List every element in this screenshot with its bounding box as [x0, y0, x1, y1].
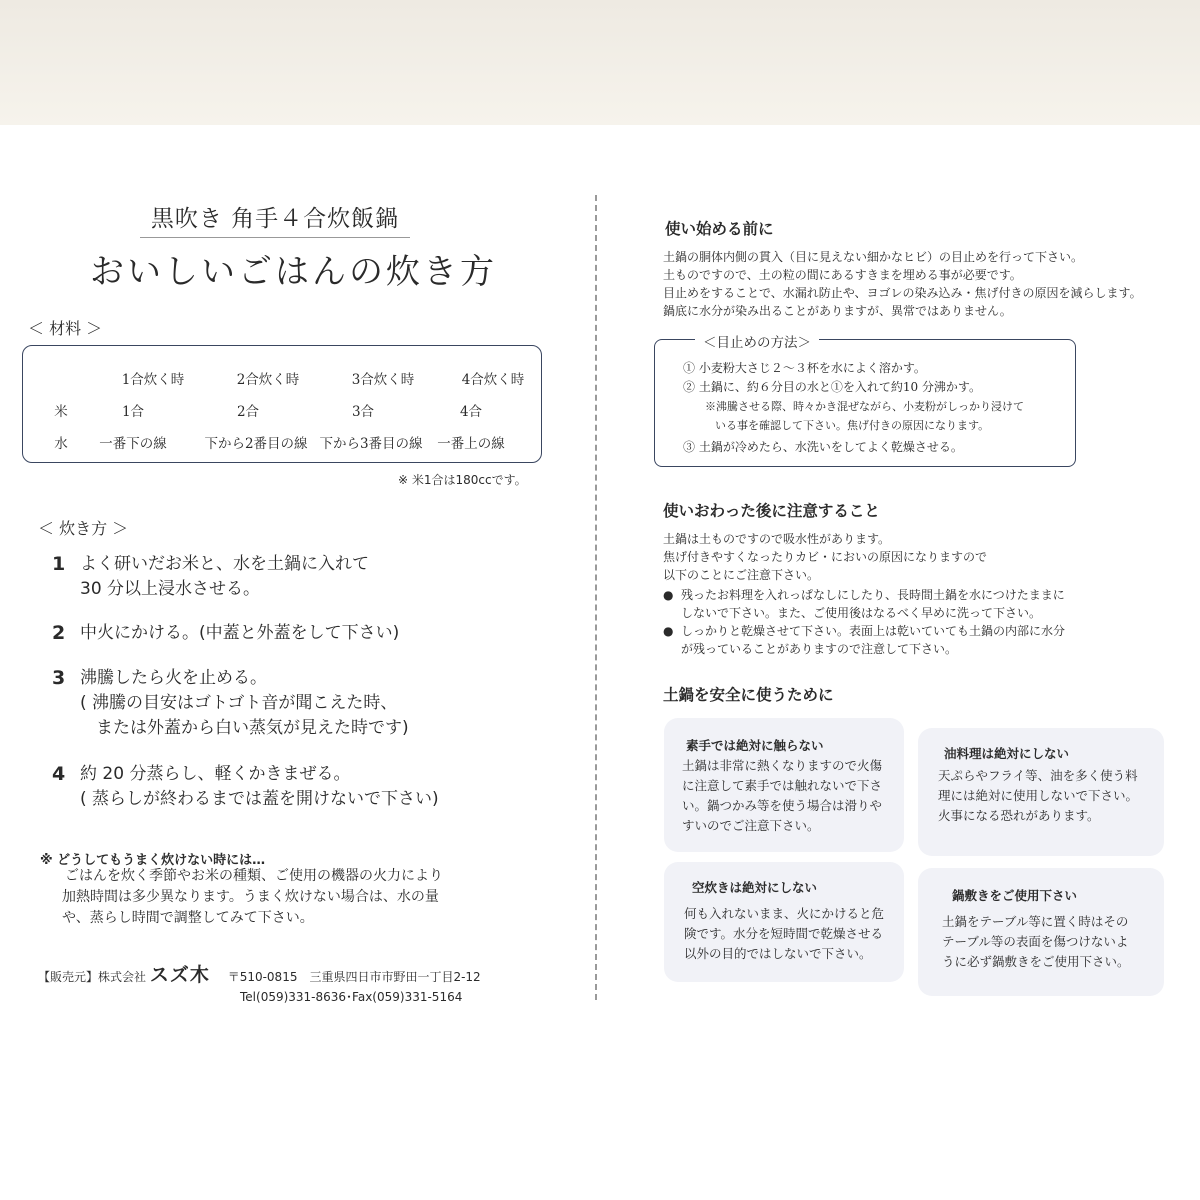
safety-heading: 土鍋を安全に使うために — [663, 686, 834, 704]
table-cell: 2合 — [236, 404, 260, 420]
card-text — [942, 912, 1130, 972]
text-line: 天ぷらやフライ等、油を多く使う料 — [938, 768, 1138, 783]
before-use-text — [663, 248, 1142, 320]
page-title: おいしいごはんの炊き方 — [90, 252, 497, 292]
text-line: 土鍋は土ものですので吸水性があります。 — [663, 532, 891, 546]
card-title: 素手では絶対に触らない — [686, 738, 824, 753]
fold-line — [595, 195, 597, 1000]
list-item: ※沸騰させる際、時々かき混ぜながら、小麦粉がしっかり浸けて — [705, 400, 1024, 413]
card-text — [682, 756, 882, 836]
step-text: よく研いだお米と、水を土鍋に入れて — [80, 554, 369, 574]
table-cell: 下から3番目の線 — [319, 436, 423, 452]
table-cell: 一番上の線 — [437, 436, 505, 452]
step-text: 沸騰したら火を止める。 — [80, 668, 267, 688]
list-item: ① 小麦粉大さじ２～３杯を水によく溶かす。 — [683, 361, 926, 375]
text-line: うに必ず鍋敷きをご使用下さい。 — [942, 954, 1130, 969]
text-line: 鍋底に水分が染み出ることがありますが、異常ではありません。 — [663, 304, 1012, 318]
brand-logo: スズ木 — [149, 964, 210, 986]
text-line: すいのでご注意下さい。 — [682, 818, 820, 833]
ingredients-note: ※ 米1合は180ccです。 — [398, 473, 527, 487]
table-cell: 4合 — [459, 404, 483, 420]
method-label: ＜ 炊き方 ＞ — [38, 519, 129, 538]
seller-footer — [38, 960, 481, 1005]
ingredients-table — [22, 345, 542, 463]
table-header: 2合炊く時 — [236, 372, 300, 388]
safety-card — [664, 862, 904, 982]
table-cell: 1合 — [121, 404, 145, 420]
ingredients-label: ＜ 材料 ＞ — [28, 319, 103, 338]
product-name: 黒吹き 角手４合炊飯鍋 — [140, 200, 410, 238]
before-use-heading: 使い始める前に — [665, 220, 774, 238]
card-title: 鍋敷きをご使用下さい — [952, 888, 1078, 903]
text-line: しないで下さい。また、ご使用後はなるべく早めに洗って下さい。 — [681, 606, 1042, 620]
after-use-heading: 使いおわった後に注意すること — [663, 502, 880, 520]
card-title: 空炊きは絶対にしない — [692, 880, 818, 895]
tips-text — [62, 866, 443, 929]
text-line: い。鍋つかみ等を使う場合は滑りや — [682, 798, 883, 813]
seller-address: 〒510-0815 三重県四日市市野田一丁目2-12 — [227, 970, 481, 984]
table-header-row — [23, 368, 543, 398]
text-line: 理には絶対に使用しないで下さい。 — [938, 788, 1139, 803]
text-line: 土鍋は非常に熱くなりますので火傷 — [682, 758, 883, 773]
text-line: しっかりと乾燥させて下さい。表面上は乾いていても土鍋の内部に水分 — [681, 624, 1066, 638]
step-text: または外蓋から白い蒸気が見えた時です) — [96, 718, 409, 738]
text-line: 土ものですので、土の粒の間にあるすきまを埋める事が必要です。 — [663, 268, 1022, 282]
sealing-method-steps — [683, 359, 1024, 457]
tips-line: ごはんを炊く季節やお米の種類、ご使用の機器の火力により — [65, 868, 443, 884]
tips-title: ※ どうしてもうまく炊けない時には… — [40, 853, 266, 868]
step-text: 中火にかける。(中蓋と外蓋をして下さい) — [80, 623, 400, 643]
seller-label: 【販売元】株式会社 — [38, 970, 147, 984]
text-line: に注意して素手では触れないで下さ — [682, 778, 883, 793]
table-row — [23, 400, 543, 430]
text-line: 以下のことにご注意下さい。 — [663, 568, 820, 582]
step-text: 約 20 分蒸らし、軽くかきまぜる。 — [80, 764, 351, 784]
text-line: テーブル等の表面を傷つけないよ — [942, 934, 1129, 949]
bullet-icon: ● — [663, 588, 674, 602]
step-number: 1 — [52, 553, 66, 575]
row-label: 水 — [54, 436, 68, 452]
card-text — [684, 904, 884, 964]
table-header: 3合炊く時 — [351, 372, 415, 388]
table-cell: 下から2番目の線 — [204, 436, 308, 452]
after-use-text — [663, 530, 1065, 658]
table-header: 4合炊く時 — [461, 372, 525, 388]
table-cell: 3合 — [351, 404, 375, 420]
bullet-icon: ● — [663, 624, 674, 638]
card-title: 油料理は絶対にしない — [944, 746, 1070, 761]
text-line: 土鍋をテーブル等に置く時はその — [942, 914, 1129, 929]
step-number: 4 — [52, 763, 66, 785]
step-number: 3 — [52, 667, 66, 689]
seller-phone: Tel(059)331-8636･Fax(059)331-5164 — [240, 990, 463, 1004]
list-item — [663, 586, 1065, 622]
text-line: 以外の目的ではしないで下さい。 — [684, 946, 872, 961]
table-header: 1合炊く時 — [121, 372, 185, 388]
text-line: 焦げ付きやすくなったりカビ・においの原因になりますので — [663, 550, 988, 564]
list-item: ② 土鍋に、約６分目の水と①を入れて約10 分沸かす。 — [683, 380, 981, 394]
text-line: 険です。水分を短時間で乾燥させる — [684, 926, 884, 941]
text-line: 火事になる恐れがあります。 — [938, 808, 1100, 823]
row-label: 米 — [54, 404, 68, 420]
step-text: 30 分以上浸水させる。 — [80, 579, 261, 599]
text-line: 残ったお料理を入れっぱなしにしたり、長時間土鍋を水につけたままに — [681, 588, 1065, 602]
step-text: ( 沸騰の目安はゴトゴト音が聞こえた時、 — [80, 693, 398, 713]
text-line: 目止めをすることで、水漏れ防止や、ヨゴレの染み込み・焦げ付きの原因を減らします。 — [663, 286, 1142, 300]
text-line: 土鍋の胴体内側の貫入（目に見えない細かなヒビ）の目止めを行って下さい。 — [663, 250, 1084, 264]
safety-card — [918, 868, 1164, 996]
background-surface — [0, 0, 1200, 125]
step-text: ( 蒸らしが終わるまでは蓋を開けないで下さい) — [80, 789, 439, 809]
list-item — [663, 622, 1065, 658]
step-number: 2 — [52, 622, 66, 644]
table-cell: 一番下の線 — [99, 436, 167, 452]
list-item: いる事を確認して下さい。焦げ付きの原因になります。 — [715, 419, 990, 432]
tips-line: 加熱時間は多少異なります。うまく炊けない場合は、水の量 — [62, 889, 439, 905]
text-line: が残っていることがありますので注意して下さい。 — [681, 642, 958, 656]
text-line: 何も入れないまま、火にかけると危 — [684, 906, 885, 921]
safety-card — [664, 718, 904, 852]
safety-card — [918, 728, 1164, 856]
card-text — [938, 766, 1138, 826]
sealing-method-title: ＜目止めの方法＞ — [695, 331, 819, 351]
table-row — [23, 432, 543, 462]
list-item: ③ 土鍋が冷めたら、水洗いをしてよく乾燥させる。 — [683, 440, 963, 454]
tips-line: や、蒸らし時間で調整してみて下さい。 — [62, 910, 314, 926]
